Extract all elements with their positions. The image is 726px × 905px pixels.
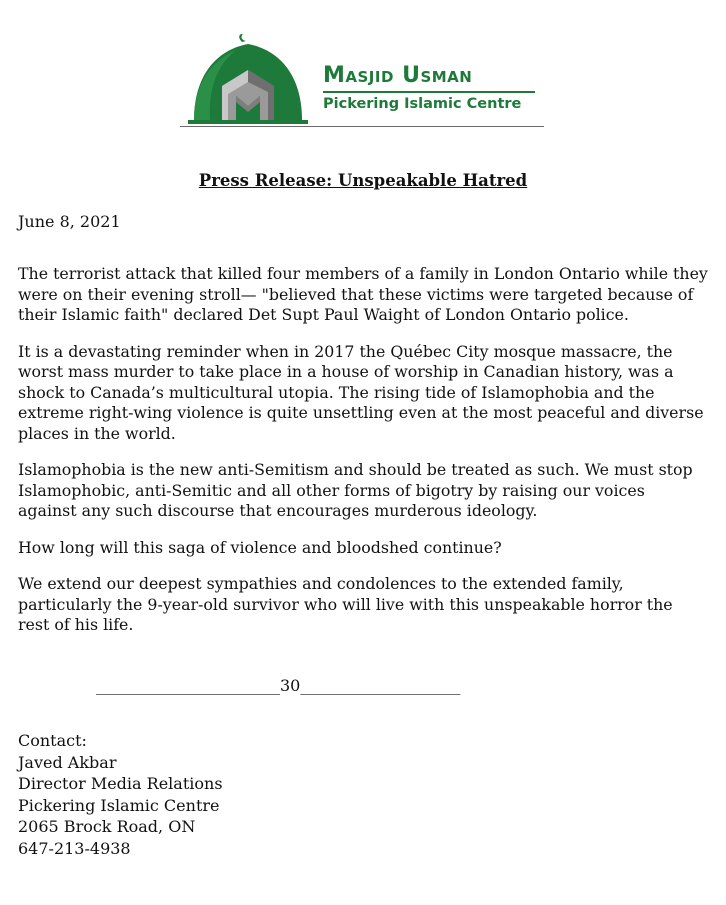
contact-role: Director Media Relations <box>18 774 223 793</box>
press-release-title: Press Release: Unspeakable Hatred <box>198 171 528 190</box>
contact-block <box>18 730 223 859</box>
contact-phone: 647-213-4938 <box>18 838 131 858</box>
paragraph: It is a devastating reminder when in 2017 the Québec City mosque massacre, the worst mass murder to take place in a house of worship in Canadian history, was a shock to Canada’s multicultural utopia. The rising tide of Islamophobia and the extreme right-wing violence is quite unsettling even at the most peaceful and diverse places in the world. <box>18 341 704 443</box>
brand-divider <box>323 91 535 93</box>
brand-block <box>323 64 535 112</box>
contact-address: 2065 Brock Road, ON <box>18 817 196 836</box>
org-subtitle: Pickering Islamic Centre <box>323 96 522 112</box>
header-divider <box>180 126 544 127</box>
paragraph: Islamophobia is the new anti-Semitism and should be treated as such. We must stop Islamophobic, anti-Semitic and all other forms of bigotry by raising our voices against any such discourse that encourages murderous ideology. <box>18 460 693 520</box>
paragraph: How long will this saga of violence and bloodshed continue? <box>18 537 502 557</box>
contact-name: Javed Akbar <box>18 752 117 772</box>
end-marker: _______________________30____________________ <box>96 676 461 695</box>
contact-organization: Pickering Islamic Centre <box>18 795 220 815</box>
org-name: Masjid Usman <box>323 63 473 88</box>
paragraph: The terrorist attack that killed four members of a family in London Ontario while they were on their evening stroll— "believed that these victims were targeted because of their Islamic faith" declared Det Supt Paul Waight of London Ontario police. <box>18 264 708 324</box>
contact-label: Contact: <box>18 731 87 750</box>
letterhead <box>180 34 544 130</box>
paragraph: We extend our deepest sympathies and condolences to the extended family, particularly the 9-year-old survivor who will live with this unspeakable horror the rest of his life. <box>18 574 673 634</box>
mosque-dome-m-logo-icon <box>188 34 308 126</box>
body-text <box>18 264 708 652</box>
release-date: June 8, 2021 <box>18 212 121 231</box>
